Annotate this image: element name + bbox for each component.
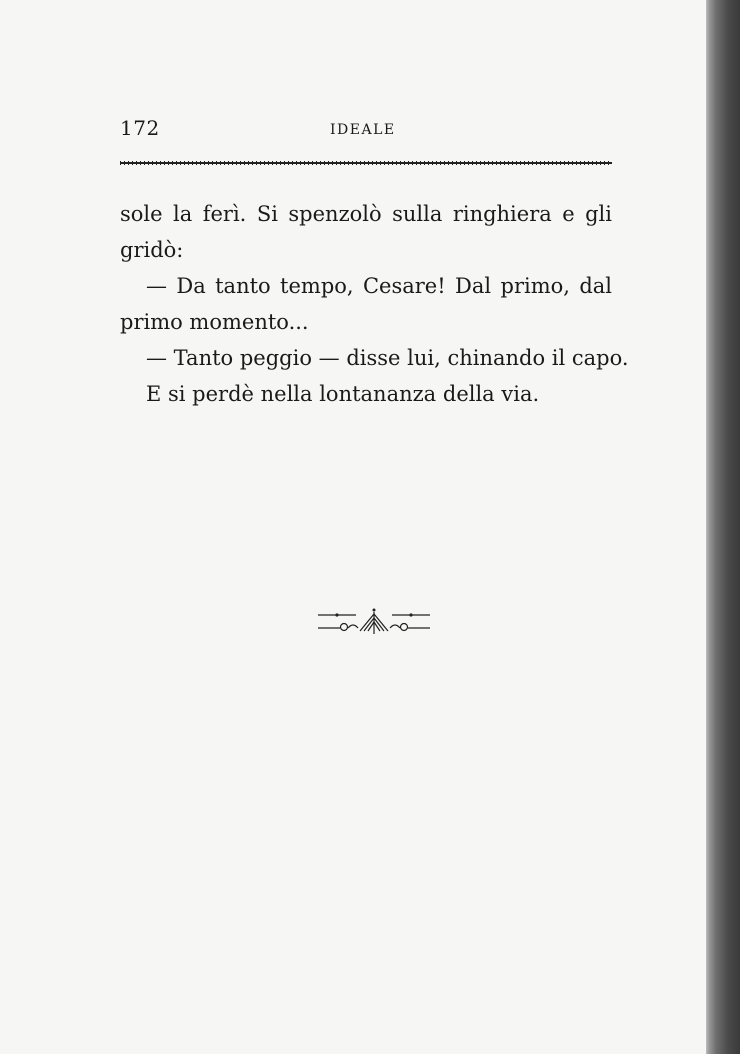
text-line: — Da tanto tempo, Cesare! Dal primo, dal [146,274,612,298]
running-head [120,116,612,146]
text-line: gridò: [120,238,184,262]
text-line: — Tanto peggio — disse lui, chinando il capo. [146,346,629,370]
page-edge-shadow [706,0,740,1054]
ornamental-rule [120,159,612,167]
page-number: 172 [120,116,160,140]
ornament-tailpiece-icon [316,606,432,636]
text-line: sole la ferì. Si spenzolò sulla ringhiera e gli [120,202,612,226]
text-line: primo momento... [120,310,309,334]
text-line: E si perdè nella lontananza della via. [146,382,540,406]
running-title: IDEALE [330,122,396,138]
body-text [120,196,629,412]
